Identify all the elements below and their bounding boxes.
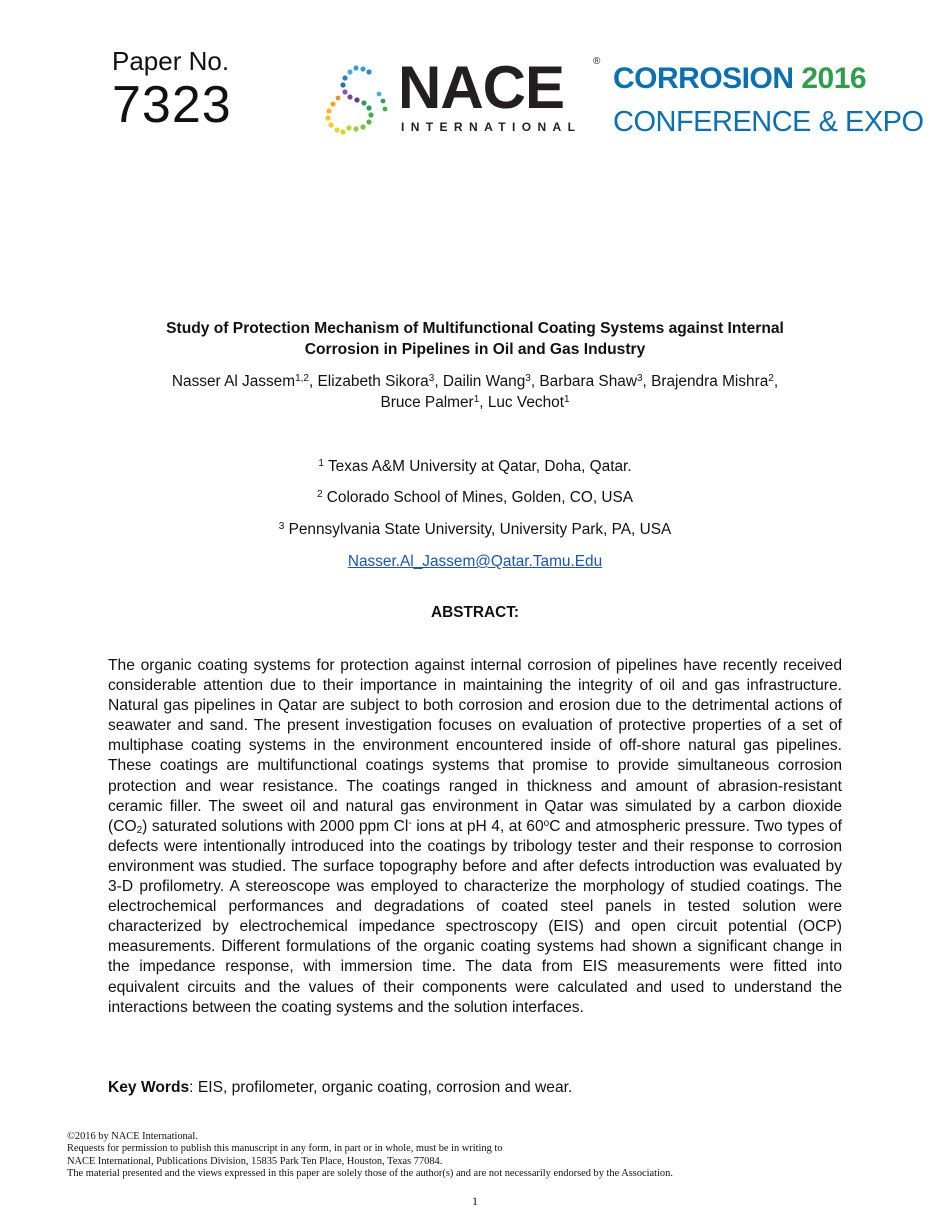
author-name: Nasser Al Jassem (171, 373, 296, 390)
author-affiliation: 1 (563, 394, 570, 405)
nace-logo (323, 54, 608, 140)
conference-title (613, 63, 866, 95)
footer-line: The material presented and the views expressed in this paper are solely those of the author(s) and are not necessarily endorsed by the Association. (67, 1168, 673, 1180)
author-name: Elizabeth Sikora (317, 373, 429, 390)
author-name: Barbara Shaw (539, 373, 637, 390)
author-email-link[interactable]: Nasser.Al_Jassem@Qatar.Tamu.Edu (347, 553, 603, 570)
author-affiliation: 3 (525, 373, 531, 384)
author-name: Dailin Wang (442, 373, 526, 390)
nace-wordmark: NACE (398, 54, 565, 121)
author-affiliation: 2 (768, 373, 774, 384)
footer-line: Requests for permission to publish this manuscript in any form, in part or in whole, must be in writing to (67, 1143, 503, 1155)
paper-title-line-1: Study of Protection Mechanism of Multifunctional Coating Systems against Internal (166, 320, 784, 337)
author-name: Brajendra Mishra (651, 373, 769, 390)
registered-mark: ® (593, 56, 601, 67)
affiliation-1: $^1$ Texas A&M University at Qatar, Doha, Qatar. (318, 458, 632, 475)
author-affiliation: 1,2 (295, 373, 309, 384)
author-name: Bruce Palmer (380, 394, 474, 411)
author-affiliation: 3 (428, 373, 435, 384)
page-number: 1 (472, 1194, 478, 1208)
conference-title-year: 2016 (801, 62, 867, 95)
paper-label: Paper No. (112, 46, 230, 76)
paper-number: 7323 (112, 76, 232, 134)
author-line-1: Nasser Al Jassem$^{1,2}$, Elizabeth Sikora$^3$, Dailin Wang$^3$, Barbara Shaw$^3$, Brajendra Mishra$^2$, (171, 373, 779, 390)
author-line-2: Bruce Palmer$^1$, Luc Vechot$^1$ (380, 394, 570, 411)
abstract-heading: ABSTRACT: (430, 604, 520, 621)
conference-title-main: CORROSION (613, 62, 794, 95)
email-container (110, 552, 840, 572)
conference-subtitle: CONFERENCE & EXPO (613, 106, 924, 138)
affiliation-3: $^3$ Pennsylvania State University, University Park, PA, USA (278, 521, 672, 538)
author-name: Luc Vechot (487, 394, 564, 411)
footer-line: NACE International, Publications Division, 15835 Park Ten Place, Houston, Texas 77084. (67, 1155, 443, 1167)
keywords-text: : EIS, profilometer, organic coating, corrosion and wear. (189, 1079, 573, 1096)
nace-swirl-icon (323, 64, 393, 139)
keywords-label: Key Words (108, 1079, 190, 1096)
paper-title-line-2: Corrosion in Pipelines in Oil and Gas Industry (304, 341, 646, 358)
abstract-body: The organic coating systems for protection against internal corrosion of pipelines have recently received considerable attention due to their importance in maintaining the integrity of oil and gas infrastructure. Natural gas pipelines in Qatar are subject to both corrosion and erosion due to the detrimental actions of seawater and sand. The present investigation focuses on evaluation of protective properties of a set of multiphase coating systems in the environment encountered inside of off-shore natural gas pipelines. These coatings are multifunctional coatings systems that promise to provide simultaneous corrosion protection and wear resistance. The coatings ranged in thickness and amount of abrasion-resistant ceramic filler. The sweet oil and natural gas environment in Qatar was simulated by a carbon dioxide $(CO_2)$ saturated solutions with 2000 ppm Cl- ions at pH 4, at 60$^o$C and atmospheric pressure. Two types of defects were intentionally introduced into the coatings by tribology tester and their response to corrosion environment was studied. The surface topography before and after defects introduction was evaluated by 3-D profilometry. A stereoscope was employed to characterize the morphology of studied coatings. The electrochemical performances and degradations of coated steel panels in tested solution were characterized by electrochemical impedance spectroscopy (EIS) and open circuit potential (OCP) measurements. Different formulations of the organic coating systems had shown a significant change in the impedance response, with immersion time. The data from EIS measurements were fitted into equivalent circuits and the values of their components were calculated and used to understand the interactions between the coating systems and the solution interfaces. (108, 657, 842, 1016)
author-affiliation: 3 (636, 373, 643, 384)
affiliation-2: $^2$ Colorado School of Mines, Golden, CO, USA (316, 489, 634, 506)
author-affiliation: 1 (473, 394, 480, 405)
nace-tagline: INTERNATIONAL (401, 120, 582, 134)
paper-title (110, 318, 840, 360)
author-list (110, 371, 840, 413)
footer-line: ©2016 by NACE International. (67, 1131, 198, 1142)
copyright-footer (67, 1131, 673, 1181)
keywords (108, 1078, 572, 1098)
